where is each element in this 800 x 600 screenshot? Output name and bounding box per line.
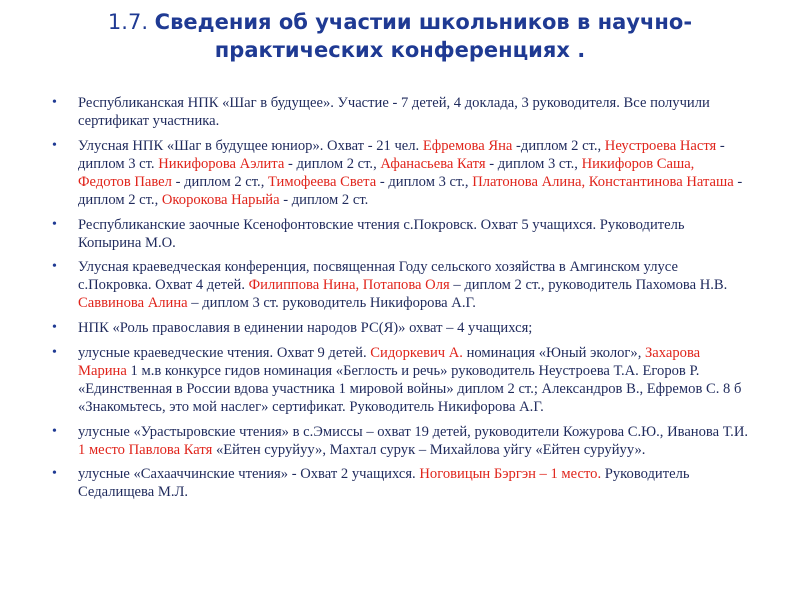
list-item xyxy=(78,423,748,459)
item-text: - диплом 3 ст. xyxy=(78,137,725,172)
bullet-list xyxy=(78,94,748,501)
item-text: улусные «Сахааччинские чтения» - Охват 2 учащихся. xyxy=(78,466,420,483)
item-text: НПК «Роль православия в единении народов РС(Я)» охват – 4 учащихся; xyxy=(78,320,533,337)
item-text: 1 м.в конкурсе гидов номинация «Беглость и речь» руководитель Неустроева Т.А. Егоров Р. «Единственная в России вдова участника 1 мировой войны» диплом 2 ст.; Александров В., Ефремов С. 8 б «Знакомьтесь, это мой наслег» сертификат. Руководитель Никифорова А.Г. xyxy=(78,362,742,415)
list-item xyxy=(78,137,748,209)
item-text: «Ейтен суруйуу», Махтал сурук – Михайлова уйгу «Ейтен суруйуу». xyxy=(212,441,646,458)
item-text: Улусная НПК «Шаг в будущее юниор». Охват - 21 чел. xyxy=(78,137,423,154)
highlighted-name: Саввинова Алина xyxy=(78,295,188,312)
title-line-2: практических конференциях . xyxy=(214,38,586,62)
highlighted-name: Платонова Алина, Константинова Наташа xyxy=(472,173,734,190)
list-item xyxy=(78,258,748,312)
item-text: -диплом 2 ст., xyxy=(512,137,605,154)
item-text: Республиканские заочные Ксенофонтовские чтения с.Покровск. Охват 5 учащихся. Руководитель Копырина М.О. xyxy=(78,216,685,251)
item-text: улусные краеведческие чтения. Охват 9 детей. xyxy=(78,344,371,361)
item-text: улусные «Урастыровские чтения» в с.Эмиссы – охват 19 детей, руководители Кожурова С.Ю., Иванова Т.И. xyxy=(78,423,749,440)
highlighted-name: Неустроева Настя xyxy=(604,137,717,154)
item-text: Республиканская НПК «Шаг в будущее». Участие - 7 детей, 4 доклада, 3 руководителя. Все получили сертификат участника. xyxy=(78,95,710,130)
item-text: - диплом 2 ст., xyxy=(284,155,381,172)
slide-title xyxy=(0,8,800,64)
highlighted-name: Никифоров Саша, Федотов Павел xyxy=(78,155,695,190)
list-item xyxy=(78,94,748,130)
item-text: - диплом 3 ст., xyxy=(376,173,473,190)
item-text: Улусная краеведческая конференция, посвященная Году сельского хозяйства в Амгинском улусе с.Покровка. Охват 4 детей. xyxy=(78,259,678,294)
highlighted-name: Афанасьева Катя xyxy=(380,155,486,172)
list-item xyxy=(78,319,748,337)
highlighted-name: 1 место Павлова Катя xyxy=(78,441,213,458)
item-text: – диплом 2 ст., руководитель Пахомова Н.В. xyxy=(449,277,728,294)
highlighted-name: Филиппова Нина, Потапова Оля xyxy=(248,277,450,294)
title-number: 1.7. xyxy=(107,10,155,34)
item-text: - диплом 2 ст., xyxy=(78,173,743,208)
highlighted-name: Захарова Марина xyxy=(78,344,701,379)
highlighted-name: Ефремова Яна xyxy=(422,137,513,154)
list-item xyxy=(78,465,748,501)
list-item xyxy=(78,344,748,416)
item-text: - диплом 2 ст., xyxy=(171,173,268,190)
list-item xyxy=(78,216,748,252)
item-text: – диплом 3 ст. руководитель Никифорова А.Г. xyxy=(187,295,476,312)
item-text: - диплом 2 ст. xyxy=(279,191,369,208)
highlighted-name: Никифорова Аэлита xyxy=(158,155,285,172)
title-line-1 xyxy=(0,8,800,36)
highlighted-name: Сидоркевич А. xyxy=(370,344,463,361)
slide-content xyxy=(78,94,748,508)
item-text: - диплом 3 ст., xyxy=(485,155,582,172)
title-line-1-text: Сведения об участии школьников в научно- xyxy=(154,10,693,34)
highlighted-name: Тимофеева Света xyxy=(268,173,377,190)
item-text: Руководитель Седалищева М.Л. xyxy=(78,466,690,501)
item-text: номинация «Юный эколог», xyxy=(462,344,645,361)
highlighted-name: Окорокова Нарыйа xyxy=(161,191,280,208)
highlighted-name: Ноговицын Бэргэн – 1 место. xyxy=(419,466,602,483)
